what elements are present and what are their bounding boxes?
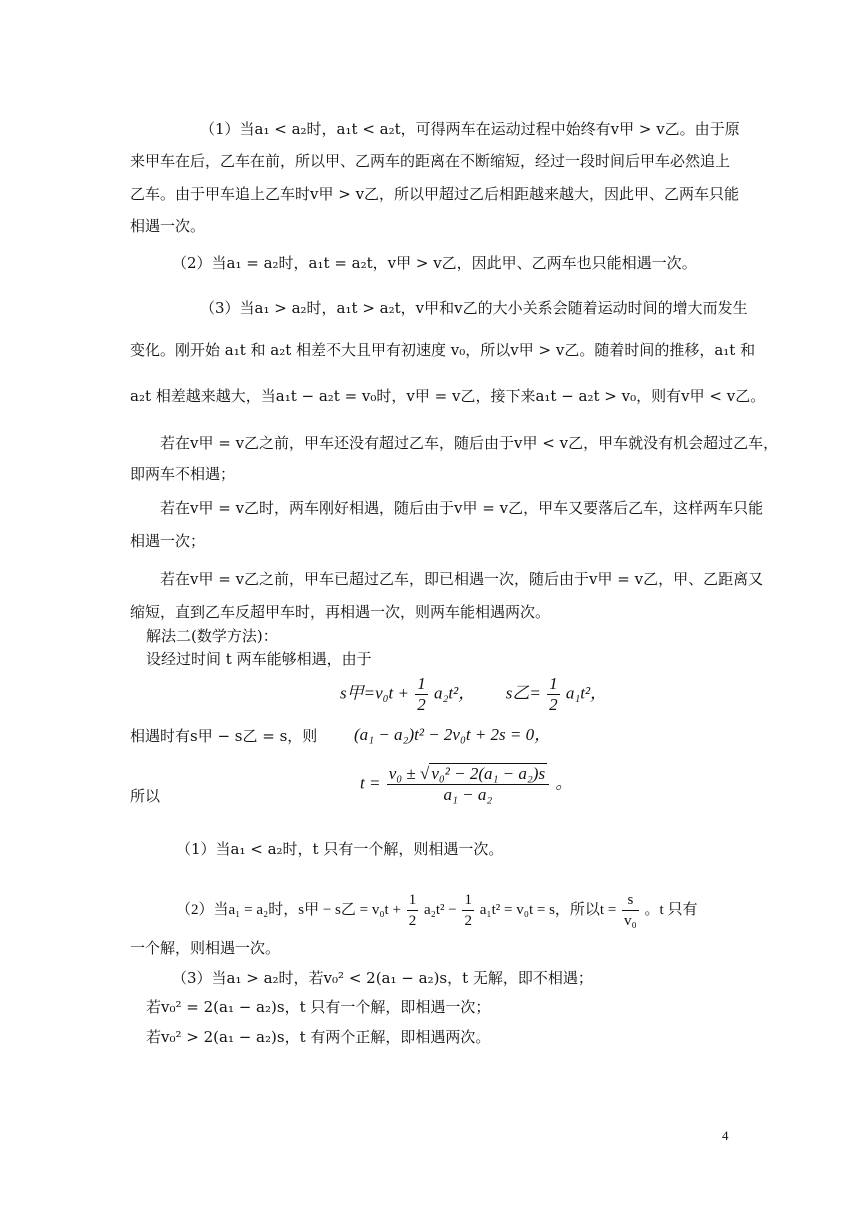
t-solution: t = $\frac{\text{v₀ ± √ v₀² − 2(a₁ − a₂)s}}{\text{a₁ − a₂}}$ 。 [360, 764, 573, 804]
result-1: （1）当a₁ < a₂时，t 只有一个解，则相遇一次。 [176, 840, 504, 858]
meet-equation: (a₁ − a₂)t² − 2v₀t + 2s = 0， [354, 725, 552, 744]
subcase1-line-1: 若在v甲 = v乙之前，甲车还没有超过乙车，随后由于v甲 < v乙，甲车就没有机会超过乙车， [160, 434, 779, 452]
result-3-line-3: 若v₀² > 2(a₁ − a₂)s，t 有两个正解，即相遇两次。 [146, 1028, 491, 1046]
s-yi-rhs: a₁t²， [565, 683, 608, 703]
half-fraction-1: $\frac{1}{2}$ [417, 674, 426, 714]
case2-line: （2）当a₁ = a₂时，a₁t = a₂t，v甲 > v乙，因此甲、乙两车也只能相遇一次。 [172, 254, 697, 272]
method2-intro: 设经过时间 t 两车能够相遇，由于 [146, 650, 372, 668]
half-fraction-2: $\frac{1}{2}$ [549, 674, 558, 714]
s-jia-lhs: s甲=v₀t + [340, 683, 409, 703]
result-3-line-2: 若v₀² = 2(a₁ − a₂)s，t 只有一个解，即相遇一次； [146, 998, 491, 1016]
case3-line-2: 变化。刚开始 a₁t 和 a₂t 相差不大且甲有初速度 v₀，所以v甲 > v乙。随着时间的推移，a₁t 和 [130, 341, 756, 359]
t-lhs: t = [360, 773, 381, 793]
case1-line-3: 乙车。由于甲车追上乙车时v甲 > v乙，所以甲超过乙后相距越来越大，因此甲、乙两车只能 [130, 185, 740, 203]
subcase3-line-1: 若在v甲 = v乙之前，甲车已超过乙车，即已相遇一次，随后由于v甲 = v乙，甲、乙距离又 [160, 570, 764, 588]
meet-label: 相遇时有s甲 − s乙 = s，则 [130, 727, 318, 745]
case1-line-4: 相遇一次。 [130, 217, 206, 235]
result-2-line: （2）当a₁ = a₂时，s甲 − s乙 = v₀t + $\frac{1}{2}$ a₂t² − $\frac{1}{2}$ a₁t² = v₀t = s，所以t = $\frac{s}{\text{v₀}}$ 。t 只有 [176, 892, 698, 929]
case1-line-1: （1）当a₁ < a₂时，a₁t < a₂t，可得两车在运动过程中始终有v甲 > v乙。由于原 [200, 120, 740, 138]
result-3-line-1: （3）当a₁ > a₂时，若v₀² < 2(a₁ − a₂)s，t 无解，即不相遇； [172, 969, 593, 987]
method2-title: 解法二(数学方法)： [146, 627, 278, 645]
s-yi-lhs: s乙= [505, 683, 541, 703]
page-number: 4 [722, 1128, 729, 1143]
displacement-equations [340, 674, 607, 715]
subcase2-line-2: 相遇一次； [130, 532, 206, 550]
subcase3-line-2: 缩短，直到乙车反超甲车时，再相遇一次，则两车能相遇两次。 [130, 603, 551, 621]
case3-line-3: a₂t 相差越来越大，当a₁t − a₂t = v₀时，v甲 = v乙，接下来a₁t − a₂t > v₀，则有v甲 < v乙。 [130, 387, 766, 405]
t-fraction: $\frac{\text{v₀ ± √ v₀² − 2(a₁ − a₂)s}}{\text{a₁ − a₂}}$ [387, 764, 549, 805]
subcase2-line-1: 若在v甲 = v乙时，两车刚好相遇，随后由于v甲 = v乙，甲车又要落后乙车，这样两车只能 [160, 499, 764, 517]
case3-line-1: （3）当a₁ > a₂时，a₁t > a₂t，v甲和v乙的大小关系会随着运动时间的增大而发生 [200, 299, 748, 317]
s-jia-rhs: a₂t²， [434, 683, 476, 703]
case1-line-2: 来甲车在后，乙车在前，所以甲、乙两车的距离在不断缩短，经过一段时间后甲车必然追上 [130, 152, 731, 170]
subcase1-line-2: 即两车不相遇； [130, 465, 236, 483]
so-label: 所以 [130, 787, 161, 805]
result-2-line-2: 一个解，则相遇一次。 [130, 939, 281, 957]
